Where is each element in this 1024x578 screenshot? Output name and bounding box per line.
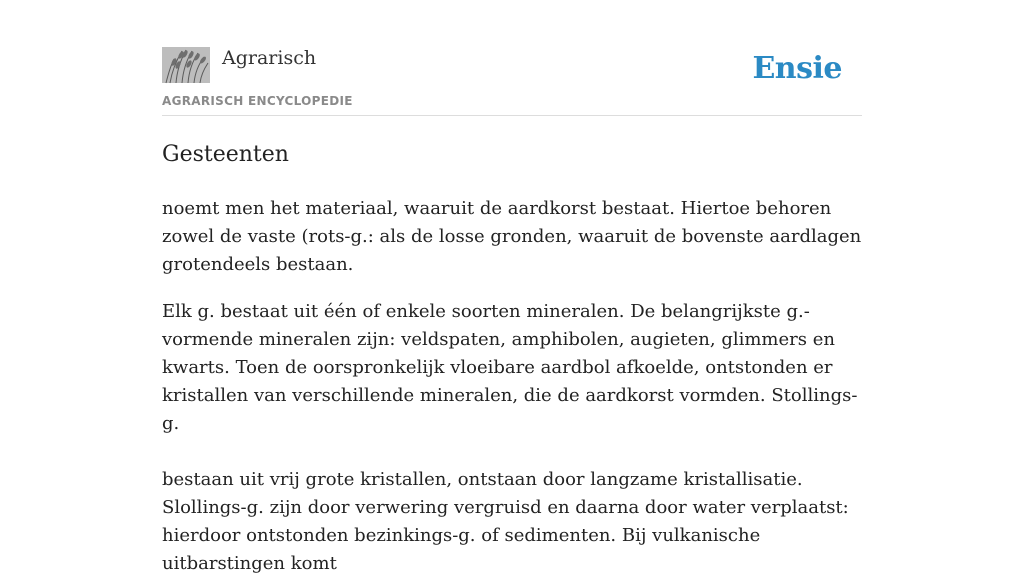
site-name[interactable]: Agrarisch: [222, 47, 317, 69]
article-paragraph: bestaan uit vrij grote kristallen, ontstaan door langzame kristallisatie. Slollings-g. zijn door verwering vergruisd en daarna door water verplaatst: hierdoor ontstonden bezinkings-g. of sedimenten. Bij vulkanische uitbarstingen komt: [162, 469, 849, 574]
wheat-icon[interactable]: [162, 47, 210, 83]
article-paragraph: Elk g. bestaat uit één of enkele soorten mineralen. De belangrijkste g.-vormende mineralen zijn: veldspaten, amphibolen, augieten, glimmers en kwarts. Toen de oorspronkelijk vloeibare aardbol afkoelde, ontstonden er kristallen van verschillende mineralen, die de aardkorst vormden. Stollings-g.: [162, 301, 858, 434]
brand-logo[interactable]: Ensie: [752, 51, 842, 86]
article-title: Gesteenten: [162, 142, 289, 167]
site-subtitle: AGRARISCH ENCYCLOPEDIE: [162, 94, 353, 108]
article: [162, 139, 862, 578]
article-paragraph: noemt men het materiaal, waaruit de aardkorst bestaat. Hiertoe behoren zowel de vaste (rots-g.: als de losse gronden, waaruit de bovenste aardlagen grotendeels bestaan.: [162, 198, 862, 275]
site-header: [162, 0, 862, 116]
